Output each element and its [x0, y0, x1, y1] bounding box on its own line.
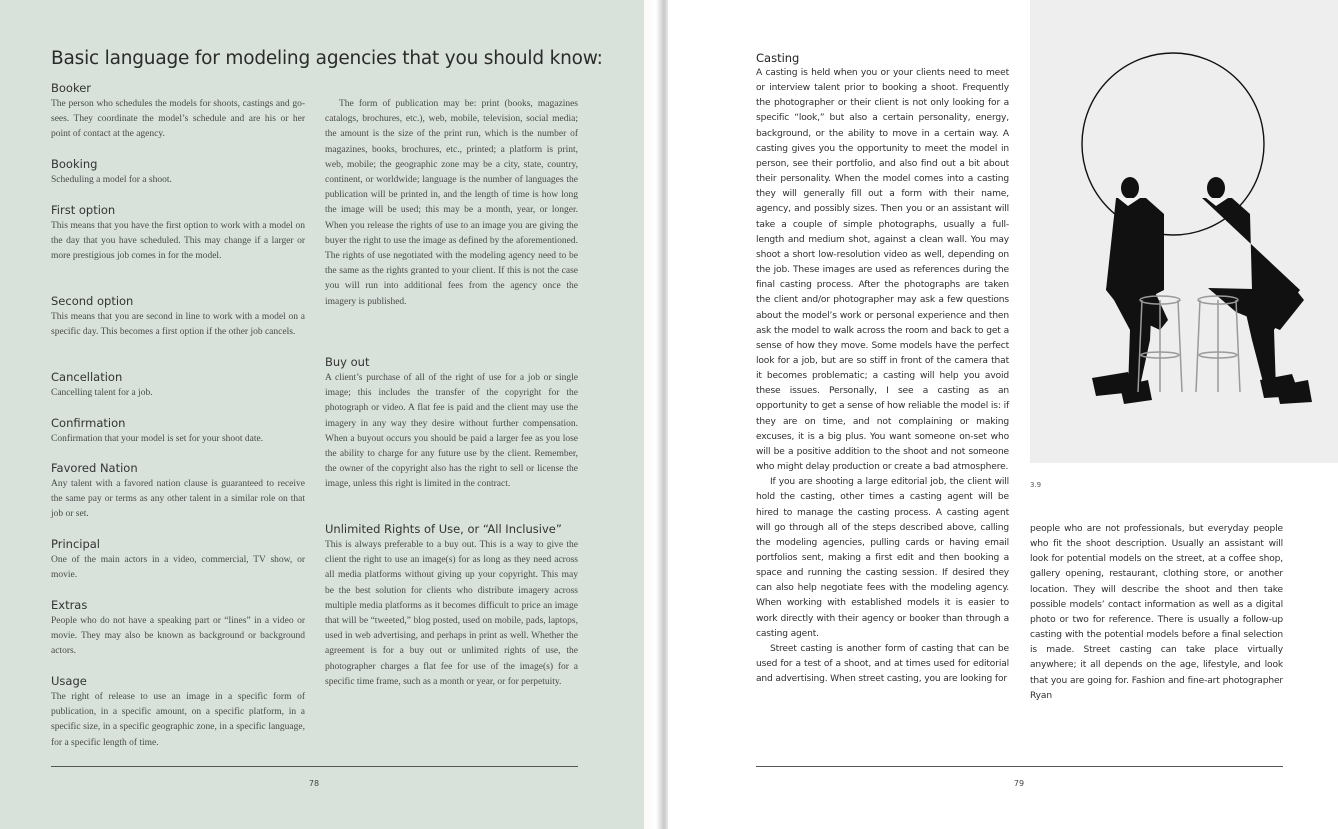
casting-paragraph: If you are shooting a large editorial job, the client will hold the casting, other times a casting agent will be hired to manage the casting process. A casting agent will go through all of the steps described above, calling the modeling agencies, pulling cards or having email portfolios sent, making a first edit and then booking a space and running the casting session. If desired they can also help negotiate fees with the modeling agency. When working with established models it is easier to work directly with their agency or booker than through a casting agent. — [756, 477, 1009, 639]
photo-two-models-seated — [1030, 0, 1338, 463]
term-title: First option — [51, 203, 116, 217]
term-usage — [51, 674, 305, 751]
term-booker — [51, 81, 305, 143]
term-principal — [51, 537, 305, 583]
term-definition: This means that you are second in line to work with a model on a specific day. This becomes a first option if the other job cancels. — [51, 312, 305, 338]
usage-continued — [325, 97, 578, 310]
section-title-casting: Casting — [756, 51, 800, 65]
term-cancellation — [51, 370, 305, 401]
figure-caption: 3.9 — [1030, 481, 1042, 489]
section-body: A client’s purchase of all of the right of use for a job or single image; this includes the transfer of the copyright for the photograph or video. A flat fee is paid and the client may use the imagery in any way they desire without further compensation. When a buyout occurs you should be paid a larger fee as you lose the ability to charge for any future use by the client. Remember, the owner of the copyright also has the right to sell or license the image, unless this right is limited in the contract. — [325, 373, 578, 490]
section-unlimited-rights — [325, 522, 578, 690]
term-title: Cancellation — [51, 370, 123, 384]
term-definition: The right of release to use an image in a specific form of publication, in a specific amount, on a specific platform, in a specific size, in a specific geographic zone, in a specific language, for a specific length of time. — [51, 692, 305, 748]
usage-continued-text: The form of publication may be: print (books, magazines catalogs, brochures, etc.), web, mobile, television, social media; the amount is the size of the print run, which is the number of magazines, books, brochures, etc., printed; a platform is print, web, mobile; the geographic zone may be a city, state, country, continent, or worldwide; language is the number of languages the publication will be printed in, and the length of time is how long the image will be used; this may be a month, year, or longer. When you release the rights of use to an image you are giving the buyer the right to use the image as defined by the aforementioned. The rights of use negotiated with the modeling agency need to be the same as the rights granted to your client. If this is not the case you will run into additional fees from the agency once the imagery is published. — [325, 99, 578, 307]
book-gutter — [644, 0, 668, 829]
term-extras — [51, 598, 305, 660]
term-definition: The person who schedules the models for shoots, castings and go-sees. They coordinate the model’s schedule and are his or her point of contact at the agency. — [51, 99, 305, 140]
term-booking — [51, 157, 305, 188]
term-title: Booking — [51, 157, 98, 171]
term-first-option — [51, 203, 305, 265]
term-title: Booker — [51, 81, 92, 95]
page-number: 79 — [1013, 779, 1025, 788]
page-number: 78 — [308, 779, 320, 788]
term-definition: People who do not have a speaking part or “lines” in a video or movie. They may also be known as background or background actors. — [51, 616, 305, 657]
term-second-option — [51, 294, 305, 340]
term-definition: Cancelling talent for a job. — [51, 388, 153, 398]
term-title: Principal — [51, 537, 101, 551]
casting-paragraph: people who are not professionals, but everyday people who fit the shoot description. Usually an assistant will look for potential models on the street, at a coffee shop, gallery opening, restaurant, clothing store, or another location. They will describe the shoot and then take possible models’ contact information as well as a digital photo or two for reference. There is usually a follow-up casting with the potential models before a final selection is made. Street casting can take place virtually anywhere; it all depends on the age, lifestyle, and look that you are going for. Fashion and fine-art photographer Ryan — [1030, 524, 1283, 701]
term-definition: Scheduling a model for a shoot. — [51, 175, 172, 185]
section-title: Unlimited Rights of Use, or “All Inclusive” — [325, 522, 562, 536]
term-definition: This means that you have the first option to work with a model on the day that you have scheduled. This may change if a larger or more prestigious job comes in for the model. — [51, 221, 305, 262]
page-title: Basic language for modeling agencies that you should know: — [51, 48, 603, 69]
footer-rule — [51, 766, 578, 767]
casting-paragraph: A casting is held when you or your clients need to meet or interview talent prior to booking a shoot. Frequently the photographer or their client is not only looking for a specific “look,” but also a certain personality, energy, background, or the ability to move in a certain way. A casting gives you the opportunity to meet the model in person, see their portfolio, and also find out a bit about their personality. When the model comes into a casting they will generally fill out a form with their name, agency, and possibly sizes. Then you or an assistant will take a couple of simple photographs, usually a full-length and medium shot, against a clean wall. You may shoot a short low-resolution video as well, depending on the job. These images are used as references during the final casting process. After the photographs are taken the client and/or photographer may ask a few questions about the model’s work or personal experience and then ask the model to walk across the room and back to get a sense of how they move. Some models have the perfect look for a job, but are so stiff in front of the camera that it becomes problematic; a casting will help you avoid these issues. Personally, I see a casting as an opportunity to get a sense of how reliable the model is: if they are on time, and not complaining or making excuses, it is a big plus. You want someone on-set who will be a positive addition to the shoot and not someone who might delay production or create a bad atmosphere. — [756, 68, 1009, 473]
casting-column-2 — [1030, 522, 1283, 704]
term-title: Usage — [51, 674, 87, 688]
term-favored-nation — [51, 461, 305, 523]
section-body: This is always preferable to a buy out. This is a way to give the client the right to use an image(s) for as long as they need across all media platforms without giving up your copyright. This may be the best solution for clients who distribute imagery across multiple media platforms as it becomes difficult to price an image that will be “tweeted,” blog posted, used on mobile, pads, laptops, used in web advertising, and perhaps in print as well. Whether the agreement is for a buy out or unlimited rights of use, the photographer charges a flat fee for use of the image(s) for a specific time frame, such as a month or year, or for perpetuity. — [325, 540, 578, 687]
casting-paragraph: Street casting is another form of casting that can be used for a test of a shoot, and at times used for editorial and advertising. When street casting, you are looking for — [756, 643, 1009, 685]
term-title: Extras — [51, 598, 88, 612]
term-title: Favored Nation — [51, 461, 138, 475]
term-confirmation — [51, 416, 305, 447]
term-title: Second option — [51, 294, 134, 308]
term-definition: One of the main actors in a video, commercial, TV show, or movie. — [51, 555, 305, 581]
section-buy-out — [325, 355, 578, 493]
term-definition: Any talent with a favored nation clause is guaranteed to receive the same pay or terms as any other talent in a similar role on that job or set. — [51, 479, 305, 520]
footer-rule — [756, 766, 1283, 767]
photograph — [1030, 0, 1338, 463]
term-title: Confirmation — [51, 416, 126, 430]
term-definition: Confirmation that your model is set for your shoot date. — [51, 434, 264, 444]
section-title: Buy out — [325, 355, 370, 369]
casting-column-1 — [756, 66, 1009, 687]
